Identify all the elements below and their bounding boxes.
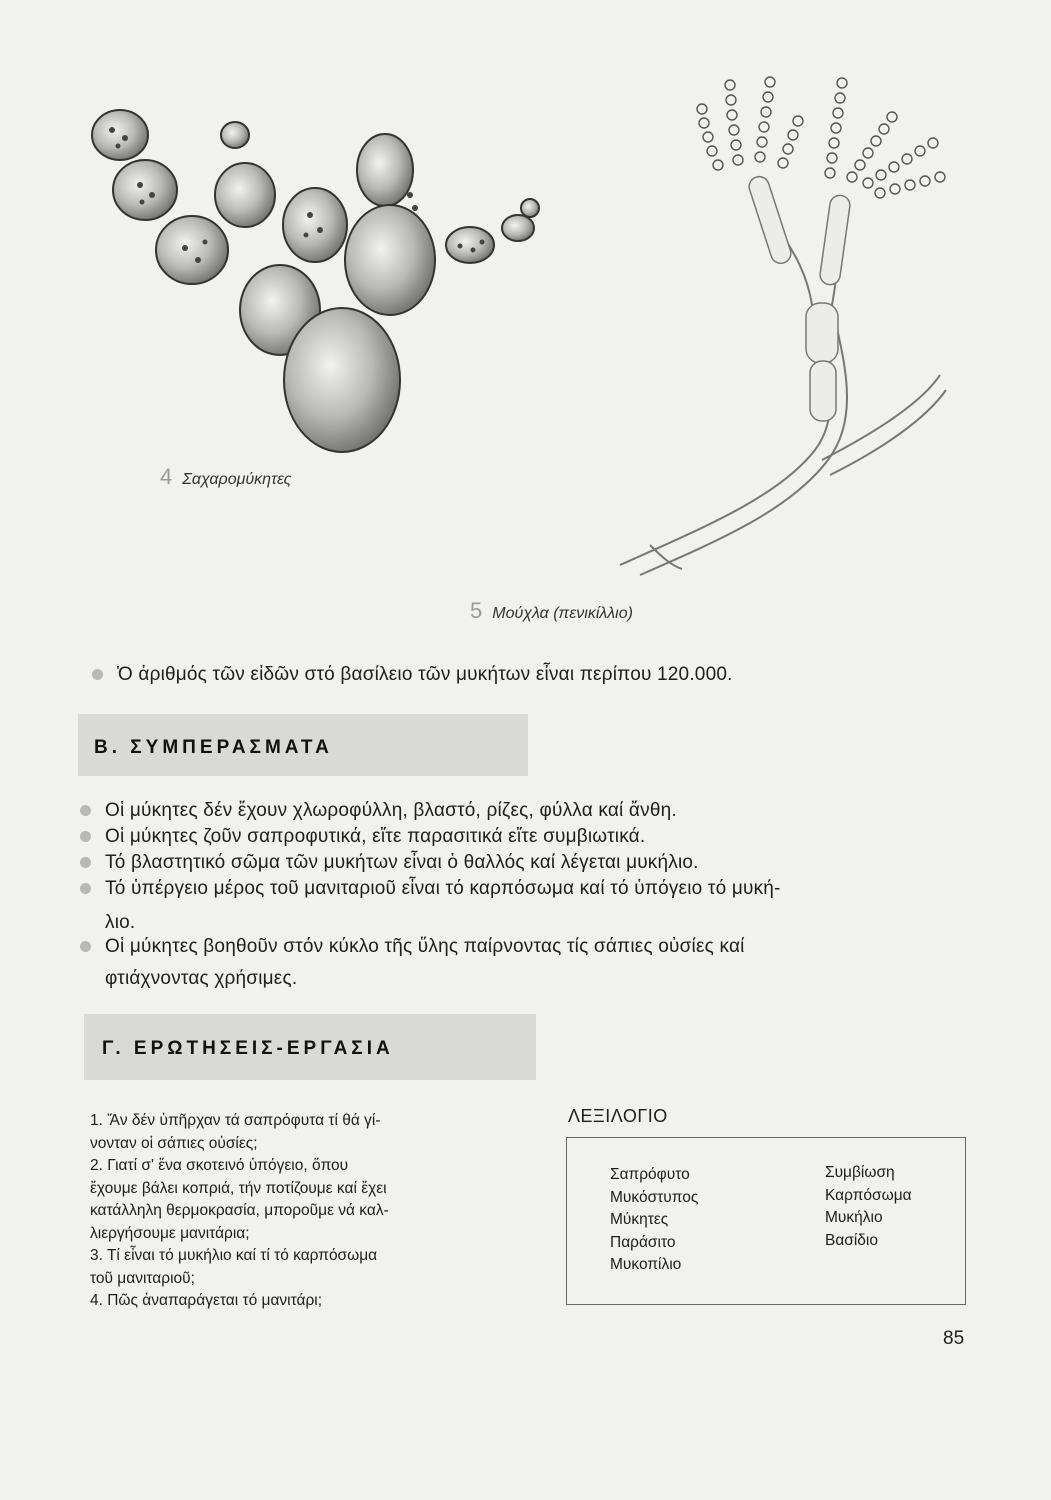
- figure-4-caption-text: Σαχαρομύκητες: [182, 471, 292, 488]
- glossary-term: Μυκόστυπος: [610, 1188, 699, 1206]
- intro-fact-text: Ὁ ἀριθμός τῶν εἰδῶν στό βασίλειο τῶν μυκήτων εἶναι περίπου 120.000.: [117, 664, 733, 685]
- bullet-icon: [80, 805, 91, 816]
- question-line: κατάλληλη θερμοκρασία, μποροῦμε νά καλ-: [90, 1202, 389, 1219]
- conclusion-item: [80, 826, 645, 848]
- bullet-icon: [80, 883, 91, 894]
- question-line: 4. Πῶς ἀναπαράγεται τό μανιτάρι;: [90, 1292, 323, 1309]
- glossary-term: Μυκήλιο: [825, 1209, 883, 1226]
- glossary-term: Βασίδιο: [825, 1231, 879, 1249]
- section-c-title: Γ. ΕΡΩΤΗΣΕΙΣ-ΕΡΓΑΣΙΑ: [102, 1038, 394, 1059]
- question-line: νονταν οἱ σάπιες οὐσίες;: [90, 1134, 258, 1152]
- conclusion-item: [80, 852, 699, 874]
- question-line: 3. Τί εἶναι τό μυκήλιο καί τί τό καρπόσωμα: [90, 1247, 378, 1264]
- intro-fact-line: [92, 664, 733, 686]
- conclusion-text: Οἱ μύκητες βοηθοῦν στόν κύκλο τῆς ὕλης παίρνοντας τίς σάπιες οὐσίες καί: [105, 936, 745, 957]
- conclusion-item: [80, 800, 677, 822]
- yeast-illustration: [80, 100, 560, 460]
- glossary-box: [566, 1137, 966, 1305]
- glossary-title: ΛΕΞΙΛΟΓΙΟ: [568, 1106, 668, 1126]
- glossary-column-2: [825, 1162, 912, 1252]
- conclusion-continuation: φτιάχνοντας χρήσιμες.: [105, 968, 298, 989]
- glossary-column-1: [610, 1164, 698, 1277]
- question-line: 2. Γιατί σ' ἕνα σκοτεινό ὑπόγειο, ὅπου: [90, 1157, 349, 1174]
- figure-5-caption: [470, 598, 633, 624]
- glossary-term: Συμβίωση: [825, 1164, 895, 1181]
- bullet-icon: [80, 857, 91, 868]
- conclusion-text: Τό βλαστητικό σῶμα τῶν μυκήτων εἶναι ὁ θαλλός καί λέγεται μυκήλιο.: [105, 852, 699, 873]
- glossary-term: Σαπρόφυτο: [610, 1166, 690, 1183]
- conclusion-item: [80, 878, 781, 900]
- glossary-term: Παράσιτο: [610, 1233, 676, 1251]
- conclusion-text: Τό ὑπέργειο μέρος τοῦ μανιταριοῦ εἶναι τό καρπόσωμα καί τό ὑπόγειο τό μυκή-: [105, 878, 781, 899]
- conclusion-text: Οἱ μύκητες δέν ἔχουν χλωροφύλλη, βλαστό, ρίζες, φύλλα καί ἄνθη.: [105, 800, 677, 821]
- glossary-term: Μύκητες: [610, 1211, 669, 1228]
- glossary-term: Μυκοπίλιο: [610, 1256, 682, 1273]
- question-line: 1. Ἄν δέν ὑπῆρχαν τά σαπρόφυτα τί θά γί-: [90, 1112, 381, 1129]
- figure-4-number: 4: [160, 464, 173, 489]
- section-b-title: Β. ΣΥΜΠΕΡΑΣΜΑΤΑ: [94, 737, 333, 758]
- figure-5-number: 5: [470, 598, 483, 623]
- mold-illustration: [600, 55, 980, 595]
- page-number: 85: [943, 1328, 965, 1349]
- question-line: ἔχουμε βάλει κοπριά, τήν ποτίζουμε καί ἔχει: [90, 1179, 387, 1197]
- conclusion-text: Οἱ μύκητες ζοῦν σαπροφυτικά, εἴτε παρασιτικά εἴτε συμβιωτικά.: [105, 826, 646, 847]
- glossary-term: Καρπόσωμα: [825, 1186, 912, 1204]
- conclusion-item: [80, 936, 745, 958]
- figure-5-caption-text: Μούχλα (πενικίλλιο): [492, 605, 633, 622]
- question-line: λιεργήσουμε μανιτάρια;: [90, 1224, 250, 1242]
- conclusion-continuation: λιο.: [105, 912, 136, 933]
- question-line: τοῦ μανιταριοῦ;: [90, 1269, 195, 1287]
- bullet-icon: [80, 831, 91, 842]
- bullet-icon: [92, 669, 103, 680]
- figure-4-caption: [160, 464, 291, 490]
- bullet-icon: [80, 941, 91, 952]
- questions-list: [90, 1110, 532, 1313]
